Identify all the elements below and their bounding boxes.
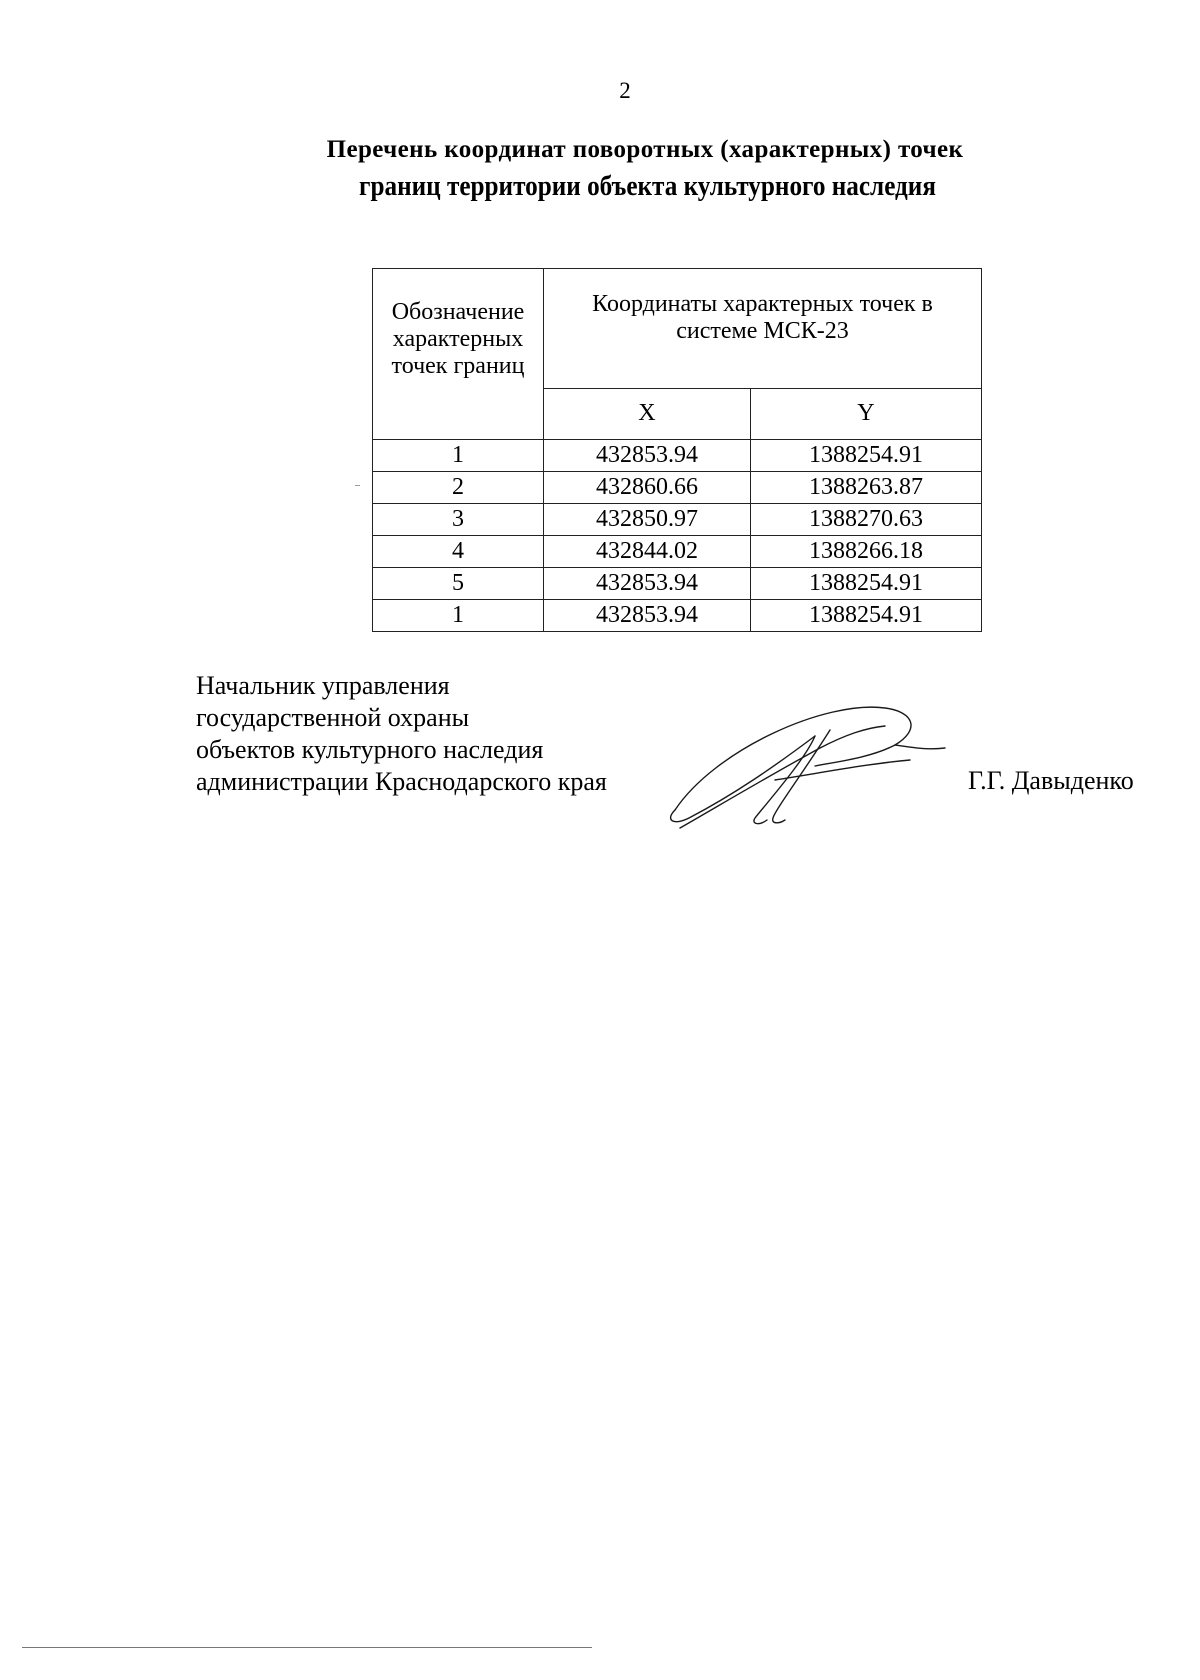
x-coordinate-cell: 432860.66 — [544, 472, 751, 504]
document-title-line-2: границ территории объекта культурного наследия — [359, 171, 936, 202]
signer-position-line: администрации Краснодарского края — [196, 767, 607, 796]
point-number-cell: 2 — [373, 472, 544, 504]
x-coordinate-cell: 432844.02 — [544, 536, 751, 568]
point-label-header-line: характерных — [392, 326, 524, 353]
page-number: 2 — [619, 78, 631, 103]
y-column-header: Y — [750, 389, 981, 440]
point-number-cell: 1 — [373, 600, 544, 632]
point-number-cell: 3 — [373, 504, 544, 536]
point-label-header — [373, 269, 544, 440]
x-coordinate-cell: 432850.97 — [544, 504, 751, 536]
signer-position — [196, 670, 607, 798]
signer-position-line: объектов культурного наследия — [196, 735, 544, 764]
coordinates-header-line: системе МСК-23 — [676, 318, 849, 345]
footer-divider — [22, 1647, 592, 1648]
y-coordinate-cell: 1388263.87 — [750, 472, 981, 504]
coordinates-table — [372, 268, 982, 632]
point-number-cell: 4 — [373, 536, 544, 568]
table-row — [373, 440, 982, 472]
coordinates-header-line: Координаты характерных точек в — [592, 291, 933, 317]
y-coordinate-cell: 1388254.91 — [750, 568, 981, 600]
signer-position-line: Начальник управления — [196, 671, 450, 700]
point-number-cell: 1 — [373, 440, 544, 472]
point-label-header-line: точек границ — [391, 353, 525, 380]
table-header-row — [373, 269, 982, 389]
signer-name: Г.Г. Давыденко — [968, 766, 1134, 795]
coordinates-header — [544, 269, 982, 389]
scan-artifact-dot — [355, 485, 360, 486]
x-coordinate-cell: 432853.94 — [544, 600, 751, 632]
table-row — [373, 472, 982, 504]
table-row — [373, 504, 982, 536]
x-coordinate-cell: 432853.94 — [544, 440, 751, 472]
y-coordinate-cell: 1388266.18 — [750, 536, 981, 568]
handwritten-signature — [655, 690, 955, 850]
point-label-header-line: Обозначение — [391, 299, 525, 325]
point-number-cell: 5 — [373, 568, 544, 600]
y-coordinate-cell: 1388254.91 — [750, 600, 981, 632]
document-title-line-1: Перечень координат поворотных (характерных) точек — [326, 136, 964, 163]
y-coordinate-cell: 1388254.91 — [750, 440, 981, 472]
signer-position-line: государственной охраны — [196, 703, 470, 732]
table-row — [373, 568, 982, 600]
table-row — [373, 600, 982, 632]
x-column-header: X — [544, 389, 751, 440]
table-row — [373, 536, 982, 568]
x-coordinate-cell: 432853.94 — [544, 568, 751, 600]
y-coordinate-cell: 1388270.63 — [750, 504, 981, 536]
